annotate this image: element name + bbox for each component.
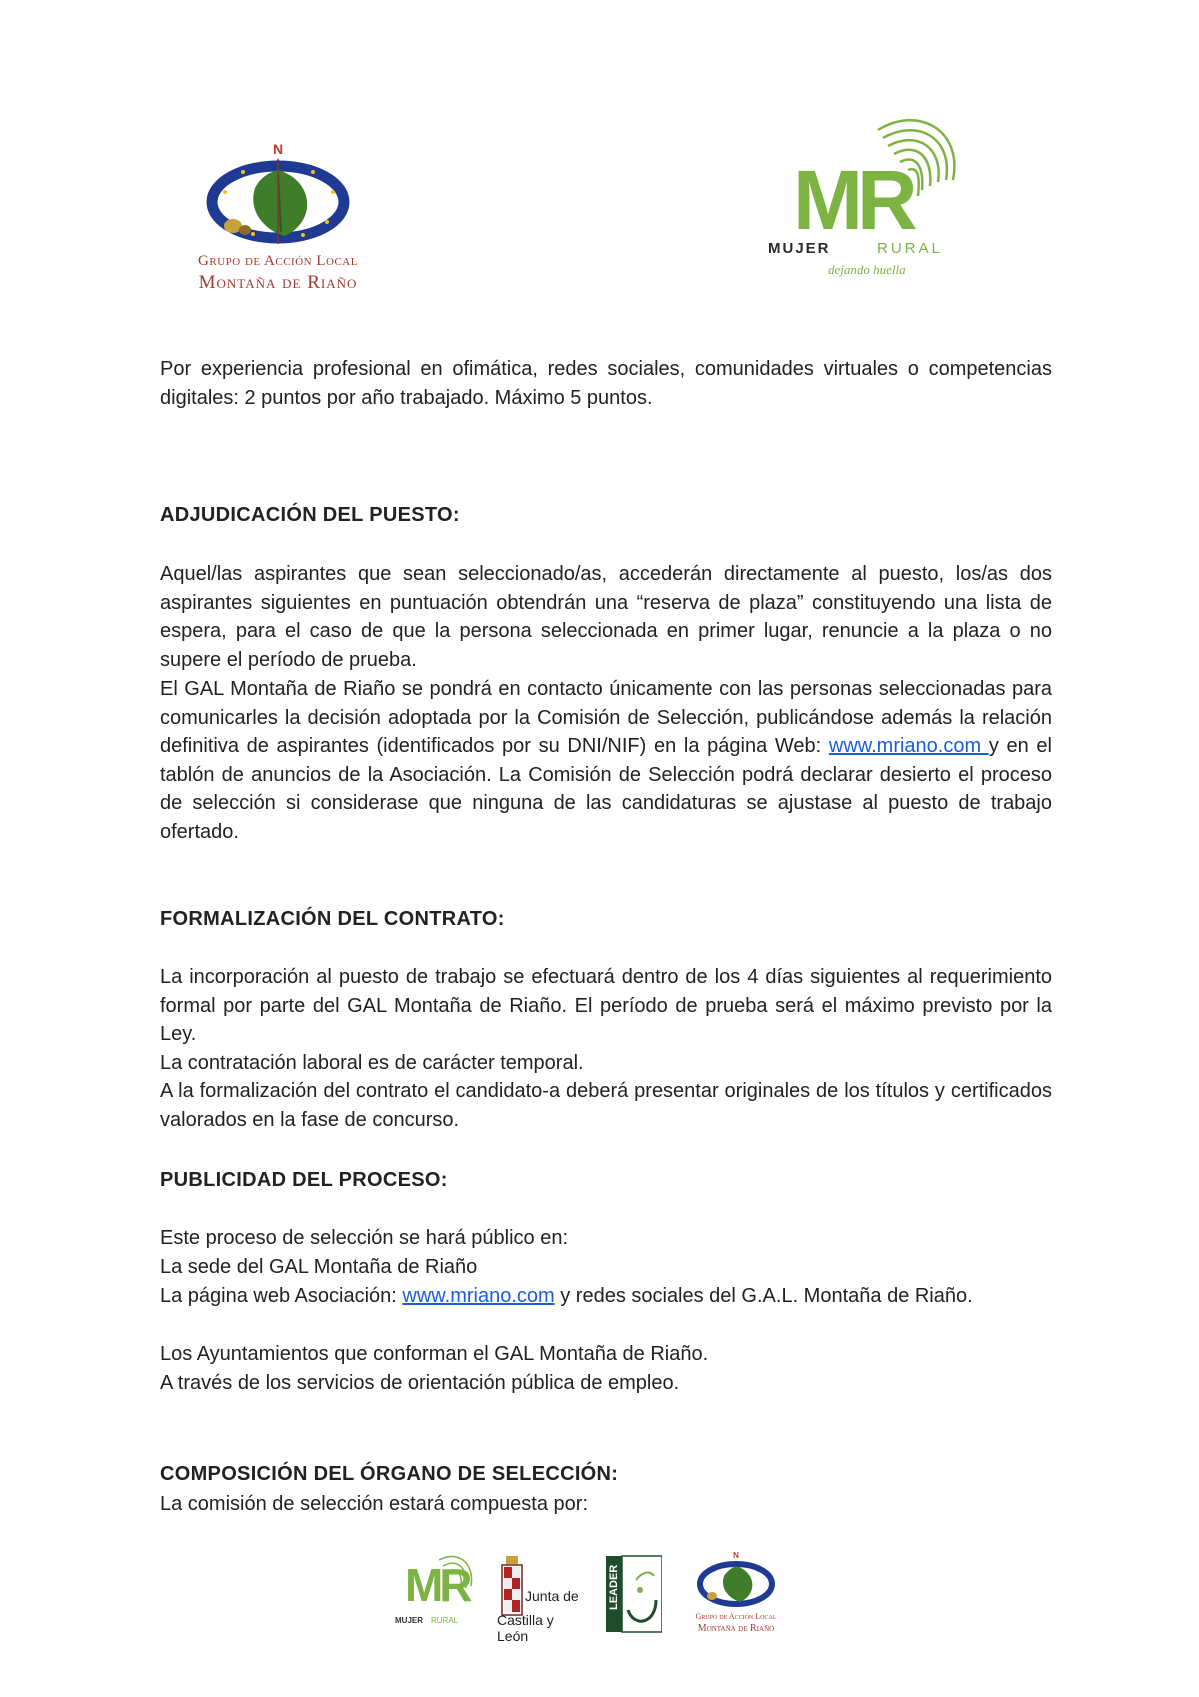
mriano-link-2[interactable]: www.mriano.com (402, 1285, 555, 1307)
footer-gal-line1: Grupo de Acción Local (695, 1612, 777, 1621)
publicidad-l3-text-a: La página web Asociación: (160, 1285, 403, 1307)
gal-emblem-icon (193, 140, 363, 252)
svg-text:LEADER: LEADER (608, 1564, 620, 1610)
footer-leader-logo (606, 1550, 662, 1645)
adjudicacion-paragraph-1: Aquel/las aspirantes que sean seleccionado/as, accederán directamente al puesto, los/as dos aspirantes siguientes en puntuación obtendrán una “reserva de plaza” constituyendo una lista de espera, para el caso de que la persona seleccionada en primer lugar, renuncie a la plaza o no supere el período de prueba. (160, 563, 1052, 671)
formalizacion-paragraph-3: A la formalización del contrato el candidato-a deberá presentar originales de los títulos y certificados valorados en la fase de concurso. (160, 1080, 1052, 1131)
mujer-rural-logo (768, 110, 968, 285)
gal-logo-line2: Montaña de Riaño (198, 272, 358, 293)
publicidad-line-2: La sede del GAL Montaña de Riaño (160, 1256, 478, 1278)
gal-logo-line1: Grupo de Acción Local (198, 253, 358, 269)
footer-gal-logo (690, 1550, 782, 1645)
footer-mr-letters: MR (405, 1559, 469, 1611)
publicidad-l3-text-b: y redes sociales del G.A.L. Montaña de Riaño. (554, 1285, 973, 1307)
leader-icon (606, 1550, 662, 1636)
gal-logo (193, 140, 363, 300)
formalizacion-paragraph-1: La incorporación al puesto de trabajo se efectuará dentro de los 4 días siguientes al requerimiento formal por parte del GAL Montaña de Riaño. El período de prueba será el máximo previsto por la Ley. (160, 966, 1052, 1045)
junta-shield-icon (501, 1556, 523, 1618)
publicidad-line-4: Los Ayuntamientos que conforman el GAL Montaña de Riaño. (160, 1343, 709, 1365)
publicidad-line-1: Este proceso de selección se hará público en: (160, 1227, 569, 1249)
mriano-link[interactable]: www.mriano.com (828, 735, 989, 757)
composicion-heading: COMPOSICIÓN DEL ÓRGANO DE SELECCIÓN: (160, 1463, 619, 1485)
junta-line1: Junta de (525, 1588, 579, 1604)
adjudicacion-p2-text-b: y en el tablón de anuncios de la Asociación. La Comisión de Selección podrá declarar desierto el proceso de selección si considerase que ninguna de las candidaturas se ajustase al puesto de trabajo ofertado. (160, 735, 1052, 843)
publicidad-line-3 (160, 1282, 1052, 1311)
adjudicacion-p2-text-a: El GAL Montaña de Riaño se pondrá en contacto únicamente con las personas seleccionadas para comunicarles la decisión adoptada por la Comisión de Selección, publicándose además la relación definitiva de aspirantes (identificados por su DNI/NIF) en la página Web: (160, 678, 1052, 757)
adjudicacion-heading: ADJUDICACIÓN DEL PUESTO: (160, 504, 460, 526)
intro-paragraph: Por experiencia profesional en ofimática, redes sociales, comunidades virtuales o competencias digitales: 2 puntos por año trabajado. Máximo 5 puntos. (160, 358, 1052, 409)
junta-line2: Castilla y León (497, 1612, 554, 1644)
mr-logo-mujer: MUJER (768, 240, 831, 257)
footer-gal-line2: Montaña de Riaño (697, 1623, 775, 1634)
mr-logo-letters: MR (793, 153, 912, 247)
mr-logo-slogan: dejando huella (828, 262, 906, 277)
svg-text:N: N (272, 141, 284, 157)
footer-mr-mujer: MUJER (395, 1616, 424, 1625)
svg-text:N: N (733, 1551, 739, 1560)
adjudicacion-paragraph-2 (160, 675, 1052, 846)
footer-mr-rural: RURAL (431, 1616, 459, 1625)
footer-gal-emblem-icon (690, 1550, 782, 1610)
footer-mujer-rural-logo (395, 1550, 477, 1645)
mr-logo-rural: RURAL (877, 240, 943, 257)
publicidad-heading: PUBLICIDAD DEL PROCESO: (160, 1169, 448, 1191)
composicion-line-1: La comisión de selección estará compuesta por: (160, 1493, 589, 1515)
formalizacion-paragraph-2: La contratación laboral es de carácter temporal. (160, 1052, 584, 1074)
publicidad-line-5: A través de los servicios de orientación pública de empleo. (160, 1372, 680, 1394)
footer-junta-logo (493, 1550, 583, 1645)
formalizacion-heading: FORMALIZACIÓN DEL CONTRATO: (160, 908, 505, 930)
